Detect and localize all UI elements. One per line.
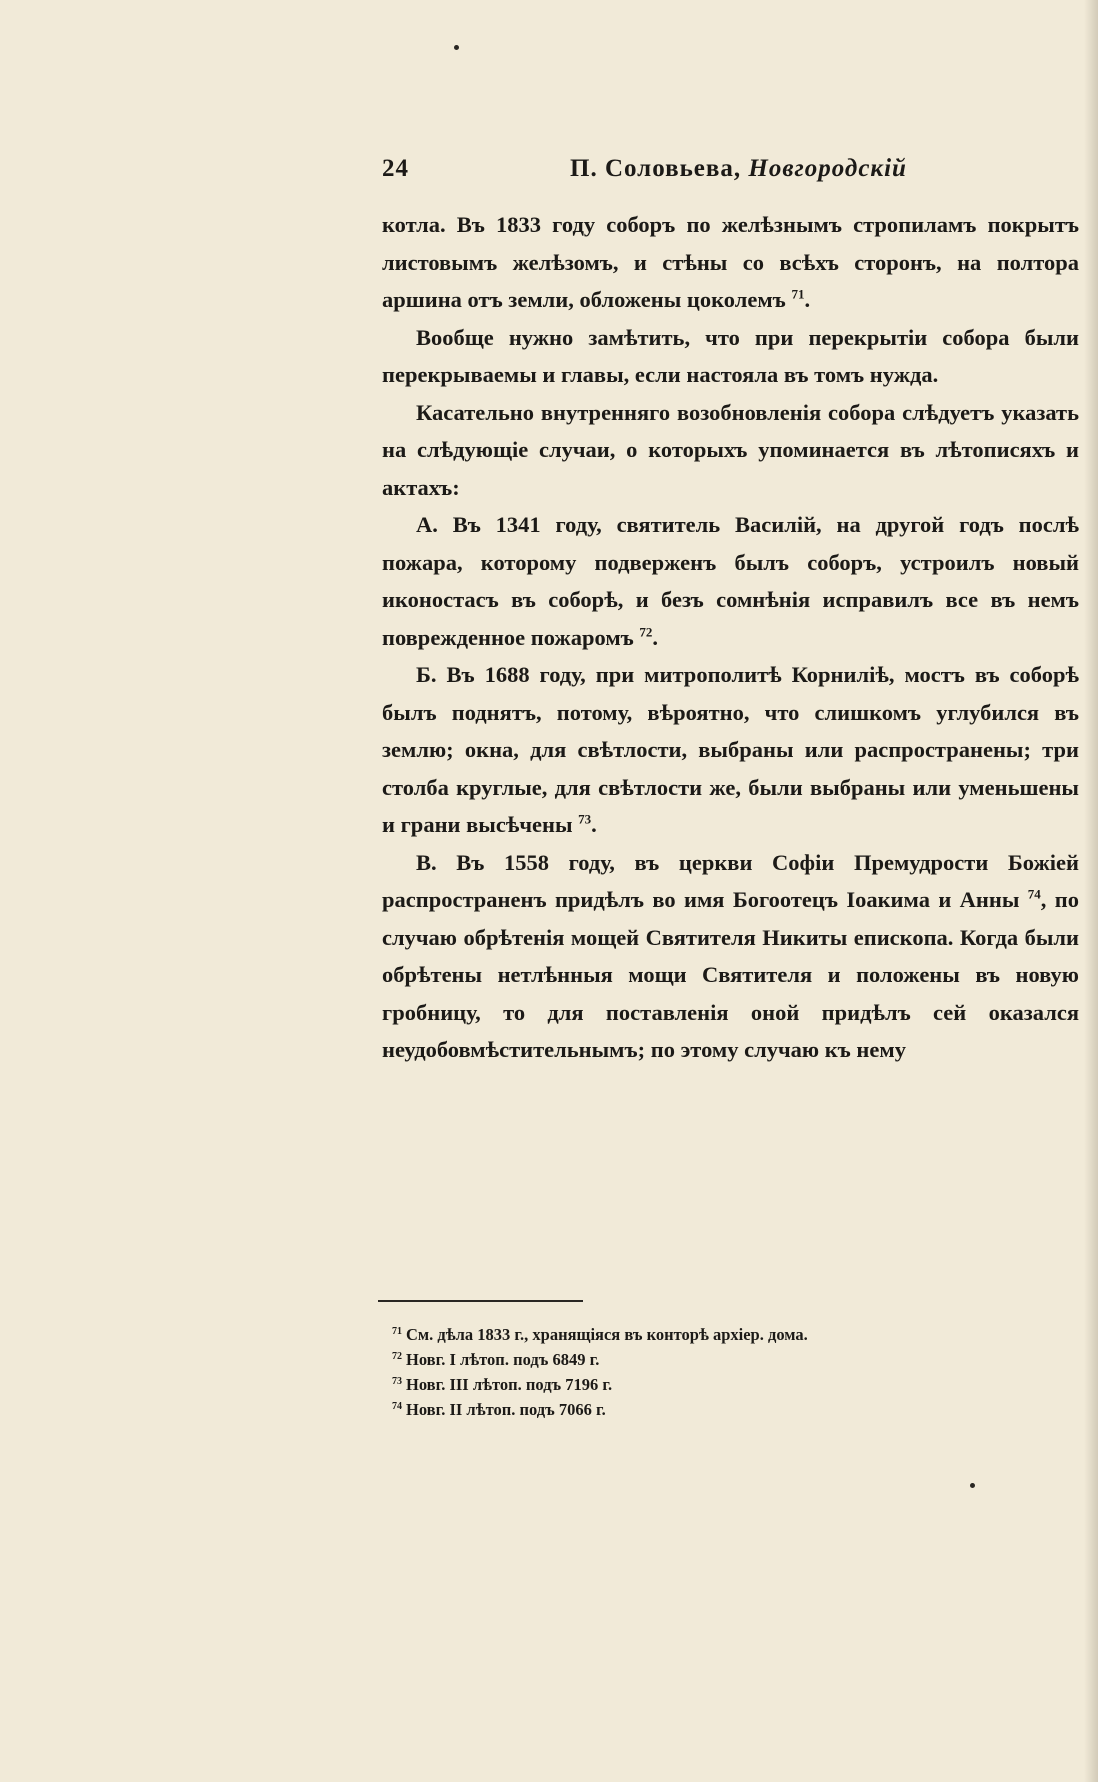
page-number: 24 [382, 155, 409, 182]
footnote-ref: 73 [578, 811, 592, 827]
main-text [382, 206, 1079, 1069]
running-title [570, 155, 907, 183]
paragraph-text: Вообще нужно замѣтить, что при перекрытіи собора были перекрываемы и главы, если настояла въ томъ нужда. [382, 324, 1079, 387]
footnote-number: 74 [392, 1400, 402, 1412]
paragraph-text: В. Въ 1558 году, въ церкви Софіи Премудрости Божіей распространенъ придѣлъ во имя Богоотецъ Іоакима и Анны [382, 849, 1079, 912]
paragraph-text: А. Въ 1341 году, святитель Василій, на другой годъ послѣ пожара, которому подверженъ былъ соборъ, устроилъ новый иконостасъ въ соборѣ, и безъ сомнѣнія исправилъ все въ немъ поврежденное пожаромъ [382, 512, 1079, 650]
page-edge-shadow [1084, 0, 1098, 1782]
footnote-text: См. дѣла 1833 г., хранящіяся въ конторѣ архіер. дома. [406, 1325, 808, 1344]
paragraph [382, 844, 1079, 1069]
footnote-number: 72 [392, 1350, 402, 1362]
footnote-number: 73 [392, 1375, 402, 1387]
paragraph [382, 506, 1079, 656]
footnote-text: Новг. I лѣтоп. подъ 6849 г. [406, 1350, 600, 1369]
footnote-text: Новг. III лѣтоп. подъ 7196 г. [406, 1375, 613, 1394]
paragraph-text: Касательно внутренняго возобновленія собора слѣдуетъ указать на слѣдующіе случаи, о которыхъ упоминается въ лѣтописяхъ и актахъ: [382, 399, 1079, 500]
header-author: П. Соловьева, [570, 155, 742, 182]
footnote-ref: 74 [1027, 886, 1041, 902]
paragraph-end: . [591, 812, 597, 837]
paragraph [382, 656, 1079, 844]
footnote-separator [378, 1300, 583, 1302]
paragraph-end: . [652, 624, 659, 650]
footnotes [392, 1322, 1072, 1422]
footnote [392, 1372, 1072, 1397]
footnote-ref: 71 [791, 286, 805, 302]
ink-speck [454, 45, 459, 50]
paragraph-text: , по случаю обрѣтенія мощей Святителя Никиты епископа. Когда были обрѣтены нетлѣнныя мощи Святителя и положены въ новую гробницу, то для поставленія оной придѣлъ сей оказался неудобовмѣстительнымъ; по этому случаю къ нему [382, 887, 1079, 1062]
footnote [392, 1322, 1072, 1347]
footnote-text: Новг. II лѣтоп. подъ 7066 г. [406, 1400, 606, 1419]
paragraph-text: котла. Въ 1833 году соборъ по желѣзнымъ стропиламъ покрытъ листовымъ желѣзомъ, и стѣны со всѣхъ сторонъ, на полтора аршина отъ земли, обложены цоколемъ [382, 212, 1079, 312]
paragraph [382, 394, 1079, 507]
header-title: Новгородскій [748, 155, 907, 182]
paragraph [382, 319, 1079, 394]
paragraph [382, 206, 1079, 319]
paragraph-text: Б. Въ 1688 году, при митрополитѣ Корниліѣ, мостъ въ соборѣ былъ поднятъ, потому, вѣроятно, что слишкомъ углубился въ землю; окна, для свѣтлости, выбраны или распространены; три столба круглые, для свѣтлости же, были выбраны или уменьшены и грани высѣчены [382, 662, 1079, 837]
paragraph-end: . [804, 287, 811, 312]
footnote [392, 1347, 1072, 1372]
ink-speck [970, 1483, 975, 1488]
footnote [392, 1397, 1072, 1422]
footnote-number: 71 [392, 1325, 402, 1337]
footnote-ref: 72 [639, 624, 653, 639]
